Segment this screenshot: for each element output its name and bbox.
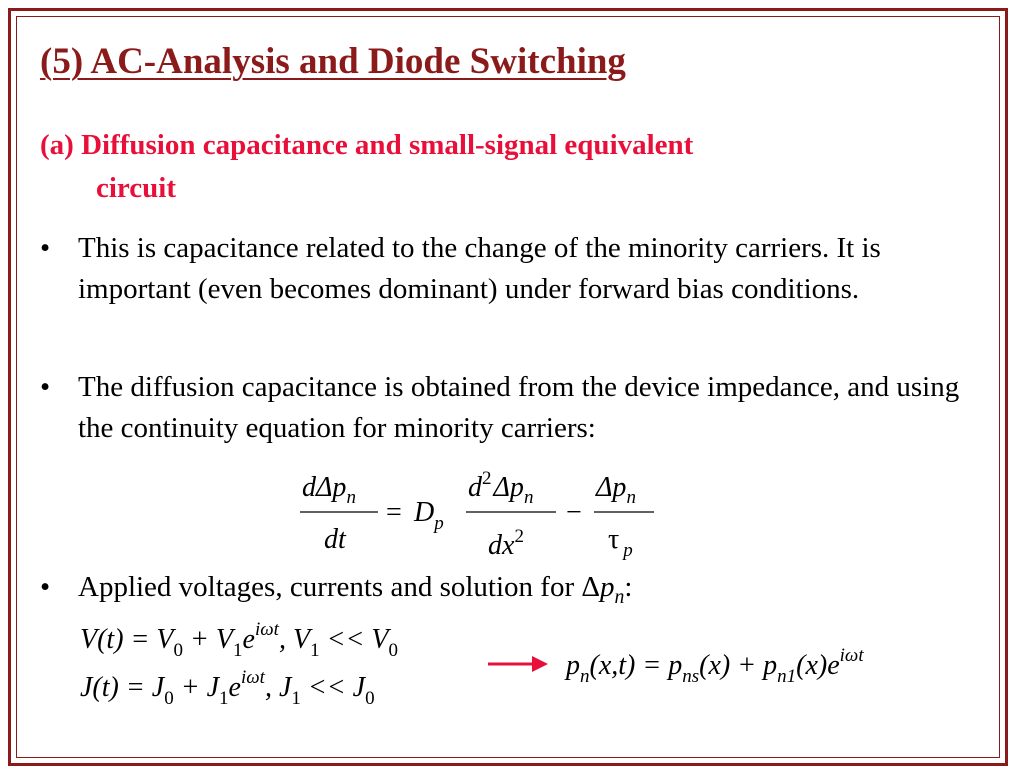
n-subscript: n [614, 585, 625, 608]
slide-title: (5) AC-Analysis and Diode Switching [40, 41, 626, 82]
bullet-text: This is capacitance related to the change of the minority carriers. It is important (even becomes dominant) under forward bias conditions. [78, 232, 881, 305]
term2-numerator: Δp [596, 472, 627, 503]
applied-equations [76, 612, 496, 722]
delta-symbol: Δ [581, 571, 601, 603]
minus-sign: − [566, 497, 582, 528]
term1-d: d [468, 472, 482, 503]
bullet-text: The diffusion capacitance is obtained from the device impedance, and using the continuity equation for minority carriers: [78, 371, 960, 444]
equals-sign: = [386, 497, 402, 528]
right-arrow-icon [486, 652, 552, 676]
bullet-marker: • [40, 232, 51, 264]
voltage-equation: $V(t) = V_0 + V_1e^{i\omega t}$, $V_1 << V_0$ [80, 619, 398, 661]
term2-den-sub: p [623, 540, 633, 561]
svg-text:τp [608, 524, 633, 561]
svg-text:dx2 [488, 526, 524, 561]
bullet-item-3 [40, 567, 970, 618]
term1-sup: 2 [482, 468, 492, 489]
subheading-line2: circuit [96, 172, 176, 204]
subheading [40, 124, 940, 210]
term1-den-sup: 2 [514, 526, 524, 547]
continuity-equation [290, 462, 670, 572]
diffusion-coef-sub: p [434, 513, 444, 534]
p-symbol: p [600, 571, 615, 603]
svg-text:Dp [413, 497, 444, 534]
term1-num-sub: n [523, 487, 534, 508]
bullet-text [40, 567, 970, 618]
term1-rest: Δp [493, 472, 524, 503]
solution-equation [562, 636, 992, 696]
bullet-text-prefix: Applied voltages, currents and solution for [78, 571, 582, 603]
bullet-text-suffix: : [624, 571, 633, 603]
diffusion-coef: D [414, 497, 435, 528]
svg-text:d2Δpn [468, 468, 533, 508]
term2-num-sub: n [626, 487, 636, 508]
bullet-item-2 [40, 367, 970, 449]
bullet-marker: • [40, 371, 51, 403]
lhs-denominator: dt [324, 524, 346, 555]
svg-text:dΔpn [302, 472, 356, 508]
term2-denominator: τ [608, 524, 620, 555]
subheading-line1: (a) Diffusion capacitance and small-signal equivalent [40, 129, 694, 161]
svg-text:Δpn [595, 472, 636, 508]
term1-denominator: dx [488, 530, 515, 561]
lhs-numerator-sub: n [346, 487, 356, 508]
bullet-item-1 [40, 228, 970, 310]
lhs-numerator: dΔp [302, 472, 347, 503]
current-equation: $J(t) = J_0 + J_1e^{i\omega t}$, $J_1 << J_0$ [80, 667, 375, 709]
bullet-marker: • [40, 571, 51, 603]
solution-text: $p_n(x,t) = p_{ns}(x) + p_{n1}(x)e^{i\omega t}$ [566, 645, 864, 687]
